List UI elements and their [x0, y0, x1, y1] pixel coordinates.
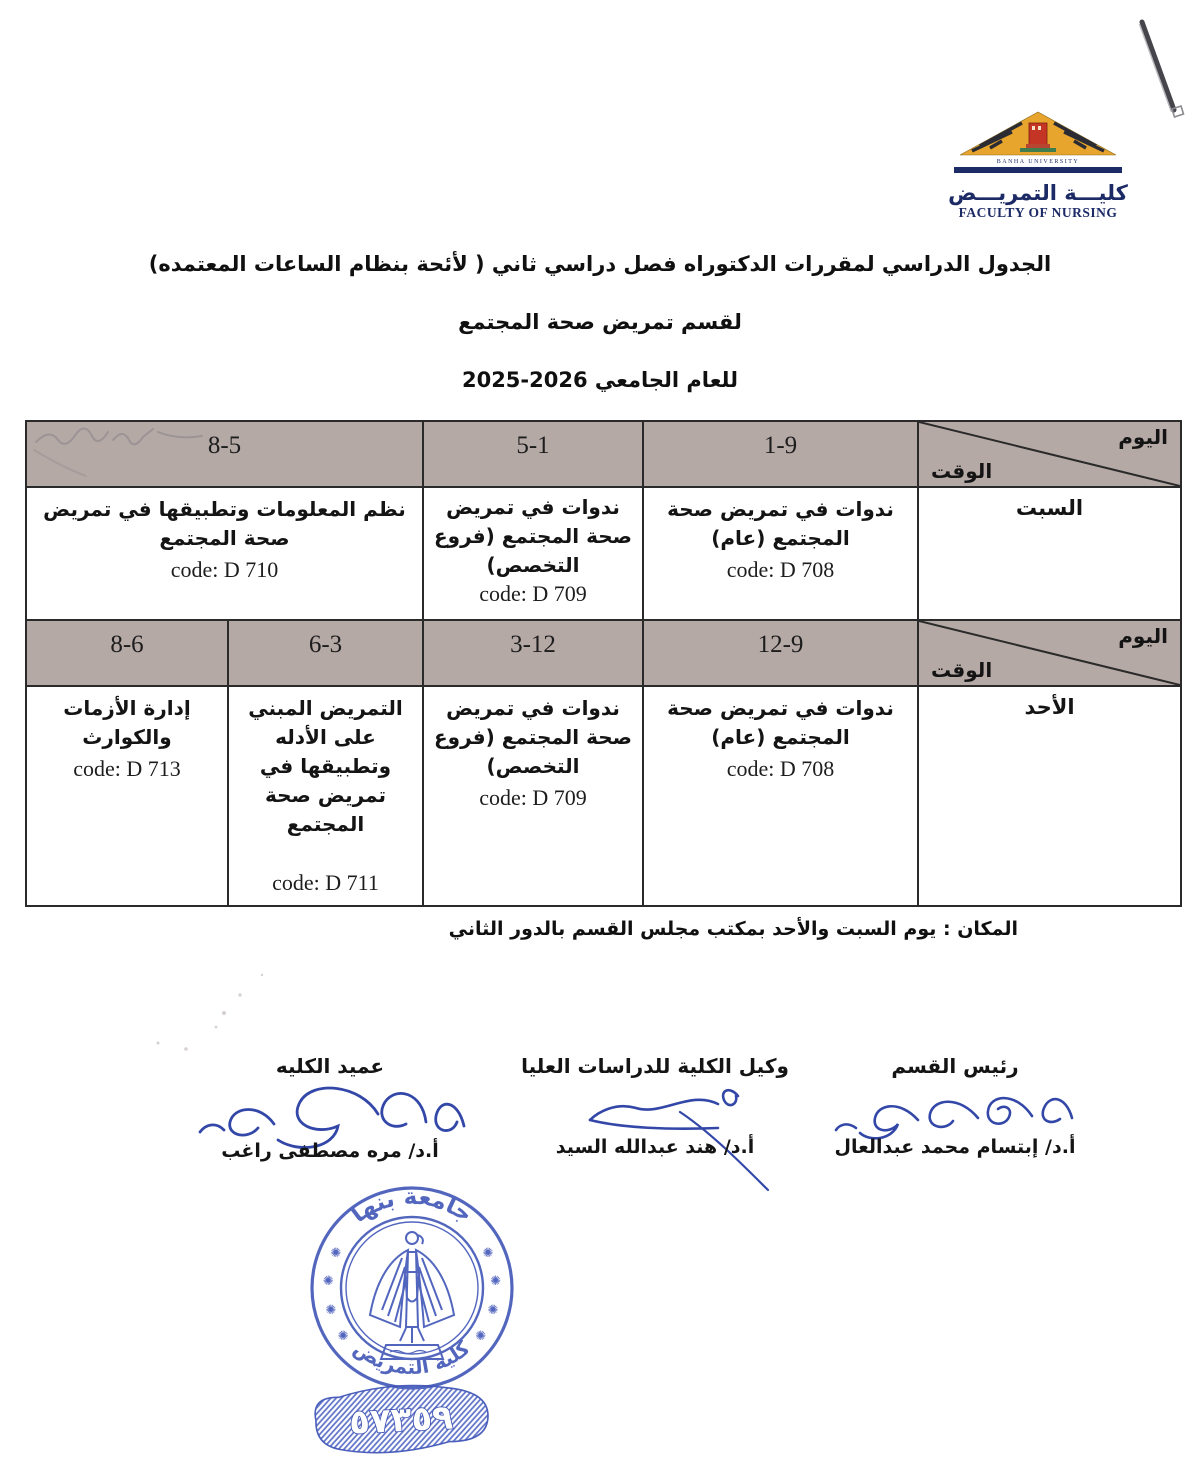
signature-name: أ.د/ إبتسام محمد عبدالعال	[834, 1136, 1076, 1158]
course-code: code: D 708	[726, 557, 835, 582]
course-cell	[422, 488, 642, 619]
signature-title: رئيس القسم	[891, 1054, 1019, 1078]
saturday-row	[27, 488, 1180, 621]
course-title: إدارة الأزمات والكوارث	[63, 696, 191, 749]
course-title: التمريض المبني على الأدله وتطبيقها في تمريض صحة المجتمع	[248, 696, 403, 836]
course-cell	[642, 488, 917, 619]
course-code: code: D 710	[170, 557, 279, 582]
corner-day-label: اليوم	[1118, 624, 1168, 648]
course-code: code: D 713	[73, 756, 181, 781]
svg-text:✺: ✺	[490, 1274, 502, 1289]
course-title: نظم المعلومات وتطبيقها في تمريض صحة المجتمع	[43, 497, 406, 550]
sunday-row	[27, 687, 1180, 905]
signature-title: عميد الكليه	[275, 1054, 385, 1078]
course-cell	[422, 687, 642, 905]
serial-number-stamp	[298, 1376, 508, 1462]
signature-name: أ.د/ هند عبدالله السيد	[555, 1136, 755, 1158]
corner-time-label: الوقت	[931, 459, 993, 483]
day-time-corner-cell	[917, 621, 1180, 685]
svg-text:✺: ✺	[475, 1329, 487, 1344]
staple-mark	[1128, 14, 1192, 126]
stamp-faculty-name: كلية التمريض	[349, 1335, 475, 1379]
course-title: ندوات في تمريض صحة المجتمع (عام)	[667, 497, 894, 550]
svg-text:✺: ✺	[487, 1303, 499, 1318]
signature-block-vice-dean	[495, 1054, 815, 1158]
svg-text:✺: ✺	[337, 1329, 349, 1344]
course-cell	[27, 488, 422, 619]
faculty-logo	[948, 110, 1128, 221]
corner-time-label: الوقت	[931, 658, 993, 682]
day-time-corner-cell	[917, 422, 1180, 486]
course-title: ندوات في تمريض صحة المجتمع (فروع التخصص)	[434, 495, 632, 577]
day-name-cell: السبت	[917, 488, 1180, 619]
eagle-emblem-icon	[370, 1232, 454, 1359]
svg-text:✺: ✺	[322, 1274, 334, 1289]
faculty-logo-pyramid-icon	[950, 110, 1126, 176]
document-title-line1: الجدول الدراسي لمقررات الدكتوراه فصل دراسي ثاني ( لأئحة بنظام الساعات المعتمده)	[148, 252, 1052, 276]
corner-day-label: اليوم	[1118, 425, 1168, 449]
signature-title: وكيل الكلية للدراسات العليا	[521, 1054, 789, 1078]
course-cell	[227, 687, 422, 905]
course-code: code: D 709	[479, 581, 587, 606]
logo-arabic-name: كليـــة التمريـــض	[948, 181, 1128, 205]
sunday-header-row	[27, 621, 1180, 687]
stamp-serial-number: ٥٧٣٥٩	[348, 1397, 454, 1443]
svg-text:✺: ✺	[482, 1246, 494, 1261]
day-name-cell: الأحد	[917, 687, 1180, 905]
logo-english-name: FACULTY OF NURSING	[958, 205, 1118, 221]
course-code: code: D 709	[479, 785, 587, 810]
time-slot-header: 3-12	[422, 621, 642, 685]
time-slot-header: 8-6	[110, 631, 144, 658]
svg-text:✺: ✺	[330, 1246, 342, 1261]
vice-dean-signature-ink	[530, 1078, 780, 1140]
location-note: المكان : يوم السبت والأحد بمكتب مجلس القسم بالدور الثاني	[448, 918, 1018, 940]
time-slot-header: 6-3	[227, 621, 422, 685]
time-slot-header: 5-1	[422, 422, 642, 486]
course-cell	[642, 687, 917, 905]
course-code: code: D 711	[272, 870, 379, 895]
course-code: code: D 708	[726, 756, 835, 781]
pencil-scribble	[28, 420, 298, 480]
document-title-line3: للعام الجامعي 2026-2025	[461, 368, 739, 392]
dean-signature-ink	[180, 1078, 480, 1144]
signature-block-dean	[165, 1054, 495, 1162]
stamp-university-name: جامعة بنها	[346, 1184, 478, 1229]
course-title: ندوات في تمريض صحة المجتمع (عام)	[667, 696, 894, 749]
logo-university-small-text: BANHA UNIVERSITY	[996, 159, 1080, 165]
course-title: ندوات في تمريض صحة المجتمع (فروع التخصص)	[434, 696, 632, 778]
department-head-signature-ink	[820, 1078, 1090, 1140]
schedule-table	[25, 420, 1182, 907]
time-slot-header: 12-9	[642, 621, 917, 685]
svg-text:✺: ✺	[325, 1303, 337, 1318]
time-slot-header: 1-9	[642, 422, 917, 486]
time-slot-header: 8-5	[207, 432, 242, 459]
course-cell	[27, 687, 227, 905]
university-stamp	[302, 1178, 522, 1398]
signature-name: أ.د/ مره مصطفى راغب	[221, 1140, 439, 1162]
document-title-line2: لقسم تمريض صحة المجتمع	[458, 310, 742, 334]
scan-speckles	[120, 965, 300, 1055]
signature-block-department-head	[790, 1054, 1120, 1158]
